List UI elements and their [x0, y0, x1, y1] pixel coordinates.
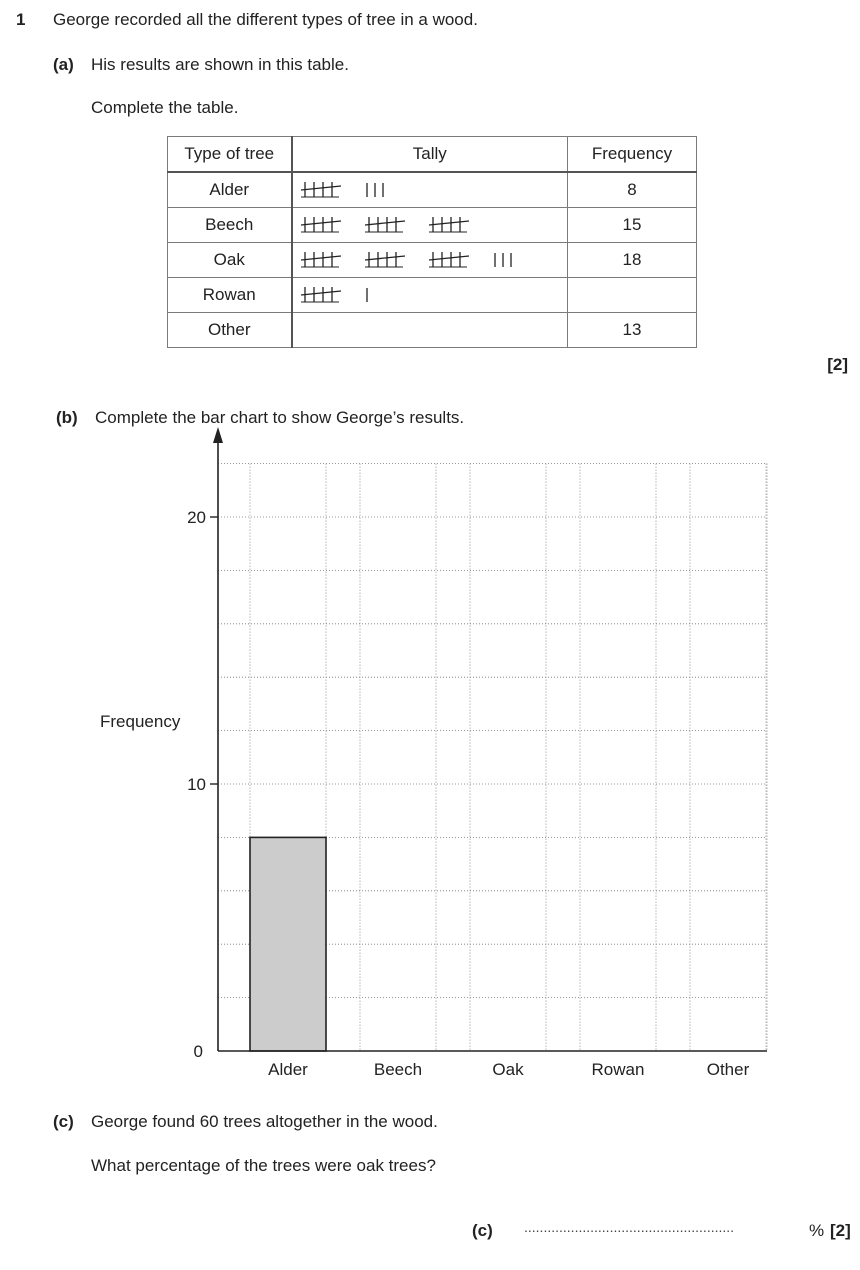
part-a-instruction: Complete the table. — [91, 98, 239, 117]
part-a-label: (a) — [53, 55, 74, 74]
part-c-marks: [2] — [830, 1221, 851, 1240]
x-tick-label: Other — [706, 1060, 750, 1079]
row-frequency: 8 — [568, 172, 697, 208]
row-frequency: 15 — [568, 208, 697, 243]
header-tally: Tally — [292, 137, 568, 173]
part-c-question: What percentage of the trees were oak trees? — [91, 1156, 436, 1175]
x-tick-label: Oak — [492, 1060, 524, 1079]
question-number: 1 — [16, 10, 26, 29]
y-tick-label: 10 — [187, 775, 206, 794]
y-axis-arrow-icon — [213, 427, 223, 443]
header-frequency: Frequency — [568, 137, 697, 173]
x-tick-label: Beech — [373, 1060, 423, 1079]
row-type: Other — [168, 313, 292, 348]
answer-line[interactable]: ...................................................... — [524, 1219, 735, 1235]
question-intro: George recorded all the different types of tree in a wood. — [53, 10, 478, 29]
y-tick-label: 20 — [187, 508, 206, 527]
part-a-marks: [2] — [827, 355, 848, 374]
header-type: Type of tree — [168, 137, 292, 173]
part-a-text: His results are shown in this table. — [91, 55, 349, 74]
row-frequency: 18 — [568, 243, 697, 278]
row-type: Alder — [168, 172, 292, 208]
part-b-text: Complete the bar chart to show George’s results. — [95, 408, 465, 427]
x-tick-label: Alder — [268, 1060, 308, 1079]
row-type: Beech — [168, 208, 292, 243]
part-c-answer-label: (c) — [472, 1221, 493, 1240]
row-type: Rowan — [168, 278, 292, 313]
y-axis-label: Frequency — [100, 712, 181, 731]
row-type: Oak — [168, 243, 292, 278]
y-tick-label: 0 — [193, 1042, 203, 1061]
part-b-label: (b) — [56, 408, 78, 427]
percent-unit: % — [809, 1221, 825, 1240]
row-frequency: 13 — [568, 313, 697, 348]
part-c-label: (c) — [53, 1112, 74, 1131]
part-c-text: George found 60 trees altogether in the wood. — [91, 1112, 438, 1131]
bar-alder — [250, 837, 326, 1051]
x-tick-label: Rowan — [591, 1060, 645, 1079]
